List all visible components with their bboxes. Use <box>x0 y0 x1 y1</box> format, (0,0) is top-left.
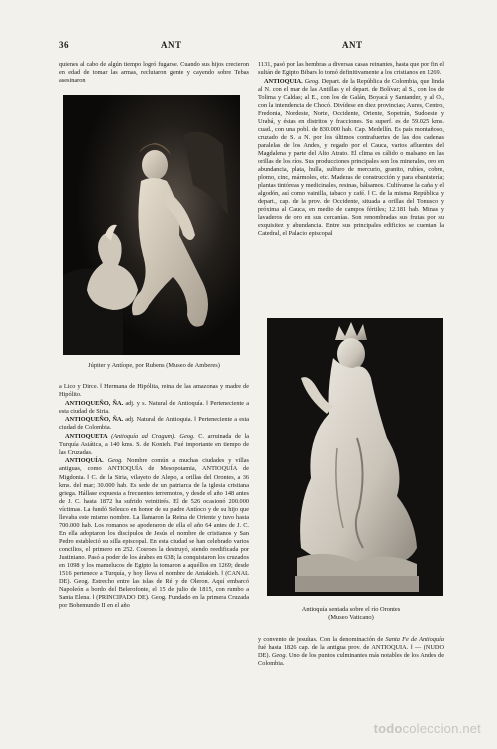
page-number: 36 <box>59 40 69 50</box>
paragraph: 1131, pasó por las hembras a diversas casas reinantes, hasta que por fin el sultán de Egipto Bibars lo tomó definitivamente a los cristianos en 1269. <box>258 61 444 77</box>
entry-antioquia-syria <box>59 457 249 610</box>
watermark-bold: todo <box>373 721 403 736</box>
right-column-top-text <box>258 61 444 315</box>
definition: Nombre común a muchas ciudades y villas antiguas, como ANTIOQUÍA de Mesopotamia, ANTIOQUÍA de Migdonia. ‖ C. de la Siria, vilayeto de Alepo, a orillas del Orontes, a 36 kms. del mar; 30.000 hab. Es sede de un patriarca de la iglesia cristiana griega. Hállase expuesta a frecuentes terremotos, y desde el año 148 antes de J. C. hasta 1872 ha sufrido veintitrés. El de 526 ocasionó 200.000 víctimas. La fundó Seleuco en honor de su padre Antíoco y de su hijo que llevaba este mismo nombre. La llamaron la Reina de Oriente y tuvo hasta 700.000 hab. Los romanos se apoderaron de ella el año 64 antes de J. C. En ella adoptaron los discípulos de Jesús el nombre de cristianos y San Pedro estableció su silla episcopal. En esta ciudad se han celebrado varios concilios, el primero en 252. Cosroes la destruyó, siendo reedificada por Justiniano. Pasó a poder de los árabes en 638; la conquistaron los cruzados en 1098 y los mamelucos de Egipto la tomaron a aquéllos en 1269; desde 1516 pertenece a Turquía, y hoy lleva el nombre de Antakieh. ‖ (CANAL DE). Geog. Estrecho entre las islas de Ré y de Oleron. Aquí embarcó Napoleón a bordo del Belerofonte, el 15 de julio de 1815, con rumbo a Santa Elena. ‖ (PRINCIPADO DE). Geog. Fundado en la primera Cruzada por Bohemundo II en el año <box>59 457 249 610</box>
running-header-right: ANT <box>342 40 363 50</box>
left-column-bottom-text <box>59 383 249 728</box>
watermark-logo <box>374 721 481 736</box>
right-photo-caption-line1: Antioquía sentada sobre el río Orontes <box>301 606 401 613</box>
watermark-rest: coleccion.net <box>402 721 481 736</box>
right-photo-caption-line2: (Museo Vaticano) <box>328 614 374 621</box>
jupiter-antiope-painting <box>63 95 240 355</box>
headword: ANTIOQUÍA. <box>65 457 104 465</box>
headword: ANTIOQUEÑO, ÑA. <box>65 416 124 424</box>
text-run: y convento de jesuítas. Con la denominación de <box>258 636 386 643</box>
italic-name: Santa Fe de Antioquía <box>385 636 444 643</box>
category-label: Geog. <box>103 457 123 465</box>
statue-illustration <box>267 318 443 596</box>
paragraph <box>258 636 444 668</box>
entry-antioqueno-syria <box>59 400 249 416</box>
left-photo-caption: Júpiter y Antíope, por Rubens (Museo de Amberes) <box>88 362 220 369</box>
definition: C. arruinada de la Turquía Asiática, a 140 kms. S. de Konieh. Fué importante en tiempo de las Cruzadas. <box>59 432 249 456</box>
definition: Depart. de la República de Colombia, que linda al N. con el mar de las Antillas y el depart. de Bolívar; al S., con los de Tolima y Caldas; al E., con los de Galán, Boyacá y Santander, y al O., con la intendencia de Chocó. Divídese en diez provincias; Aures, Centro, Fredonia, Nordeste, Norte, Occidente, Oriente, Sopetrán, Sudoeste y Urabá, y éstas en distritos y fracciones. Su superf. es de 59.025 kms. cuad., con una pobl. de 830.000 hab. Cap. Medellín. Es país montañoso, cruzado de S. a N. por los últimos contrafuertes de las dos cadenas paralelas de los Andes, y regado por el Cauca, varios afluentes del Magdalena y parte del Alto Atrato. El clima es cálido o malsano en las orillas de los ríos. Sus producciones principales son los minerales, oro en abundancia, plata, hulla, sulfuro de mercurio, granito, rubíes, cobre, plomo, cinc, mármoles, etc. Maderas de construcción y para ebanistería; plantas tintóreas y medicinales, resinas, bálsamos. Cultívanse la caña y el algodón, así como vainilla, tabaco y café. ‖ C. de la misma República y depart., cap. de la prov. de Occidente, situada a orillas del Tonusco y próxima al Cauca, en medio de campos fértiles; 12.181 hab. Minas y lavaderos de oro en sus cercanías. Son renombradas sus frutas por su exquisitez y abundancia. Entre sus principales edificios se cuentan la Catedral, el Palacio episcopal <box>258 77 444 238</box>
right-column-bottom-text <box>258 636 444 686</box>
entry-antioquia-colombia <box>258 78 444 239</box>
painting-illustration <box>63 95 240 355</box>
category-label: Geog. <box>271 652 288 660</box>
headword-variant: (Antioquía ad Cragum). <box>107 432 176 440</box>
text-run: Uno de los puntos culminantes más notables de los Andes de Colombia. <box>258 652 444 668</box>
running-header-left: ANT <box>161 40 182 50</box>
text-run: fué hasta 1826 cap. de la antigua prov. de ANTIOQUIA. ‖ — (NUDO DE). <box>258 644 444 660</box>
paragraph: quienes al cabo de algún tiempo logró fugarse. Cuando sus hijos crecieron en edad de tomar las armas, reclutaron gente y cayendo sobre Tebas asesinaron <box>59 61 249 85</box>
antioch-statue-photo <box>267 318 443 596</box>
category-label: Geog. <box>175 432 195 440</box>
entry-antioqueta <box>59 433 249 457</box>
definition: adj. Natural de Antioquia. ‖ Perteneciente a esta ciudad de Colombia. <box>59 416 249 432</box>
headword: ANTIOQUIA. <box>264 77 303 85</box>
paragraph: a Lico y Dirce. ‖ Hermana de Hipólita, reina de las amazonas y madre de Hipólito. <box>59 383 249 399</box>
definition: adj. y s. Natural de Antioquía. ‖ Perteneciente a esta ciudad de Siria. <box>59 399 249 415</box>
headword: ANTIOQUETA <box>65 432 108 440</box>
category-label: Geog. <box>302 77 320 85</box>
entry-antioqueno-colombia <box>59 416 249 432</box>
left-column-top-text <box>59 61 249 91</box>
headword: ANTIOQUEÑO, ÑA. <box>65 399 124 407</box>
